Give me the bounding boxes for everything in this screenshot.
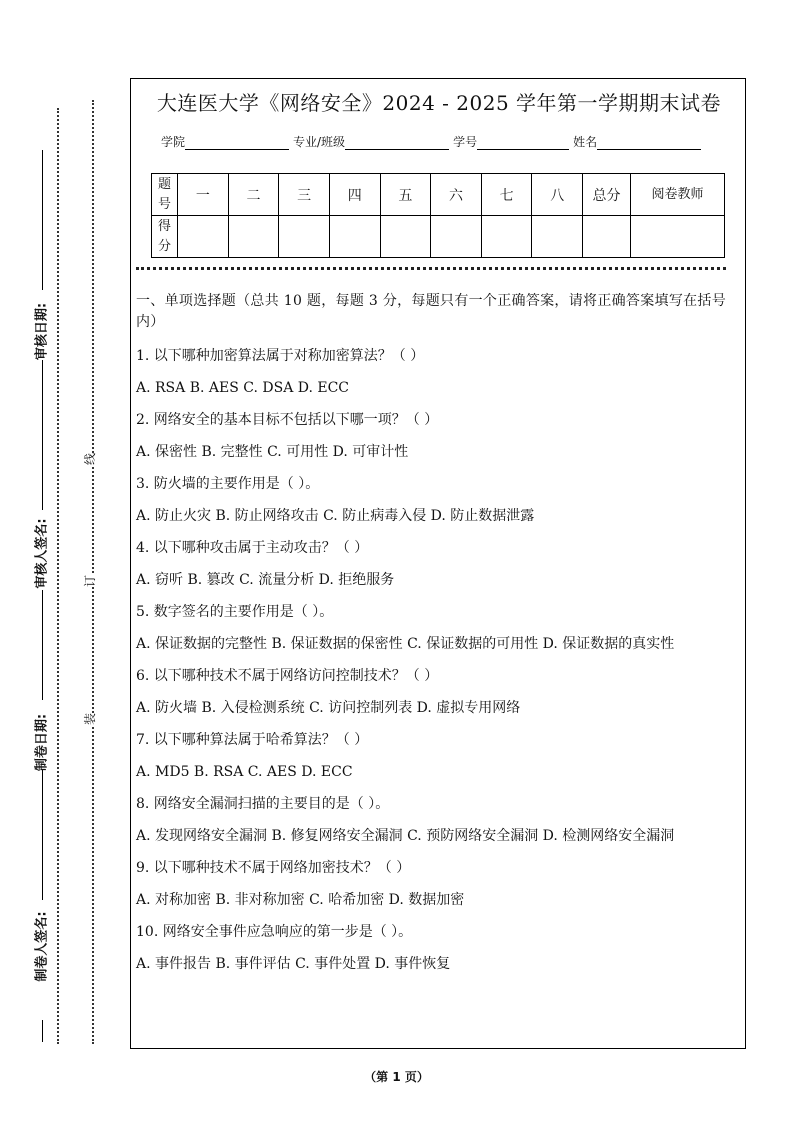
col-8: 八 [532,174,583,216]
cut-mark-line: 线 [83,452,98,466]
question-6: 6. 以下哪种技术不属于网络访问控制技术？（ ） [136,668,439,684]
paper-maker-signature-label: 制卷人签名: [34,911,50,982]
college-field[interactable] [185,136,289,150]
exam-frame [130,78,746,1049]
score-table [151,173,725,258]
paper-date-label: 制卷日期: [34,713,50,772]
binding-dotted-line-outer [57,108,59,1044]
paper-maker-signature-line-end [42,1020,43,1042]
question-section [136,291,742,986]
question-2: 2. 网络安全的基本目标不包括以下哪一项？（ ） [136,412,439,428]
score-cell-8[interactable] [532,216,583,258]
score-label: 得分 [152,216,178,258]
question-4-options: A. 窃听 B. 篡改 C. 流量分析 D. 拒绝服务 [136,572,395,588]
score-row [152,216,725,258]
question-number-row [152,174,725,216]
student-id-label: 学号 [453,135,478,149]
question-8: 8. 网络安全漏洞扫描的主要目的是（ ）。 [136,796,390,812]
cut-mark-staple: 订 [83,574,98,588]
question-9-options: A. 对称加密 B. 非对称加密 C. 哈希加密 D. 数据加密 [136,892,465,908]
question-3-options: A. 防止火灾 B. 防止网络攻击 C. 防止病毒入侵 D. 防止数据泄露 [136,508,535,524]
score-cell-7[interactable] [481,216,532,258]
question-number-label: 题号 [152,174,178,216]
cut-mark-bind: 装 [83,712,98,726]
paper-date-line [42,590,43,700]
col-3: 三 [279,174,330,216]
section-heading: 一、单项选择题（总共 10 题，每题 3 分，每题只有一个正确答案，请将正确答案填写在括号内） [136,293,727,330]
col-5: 五 [380,174,431,216]
review-date-label: 审核日期: [34,302,50,361]
dotted-separator [136,267,726,270]
score-cell-5[interactable] [380,216,431,258]
question-9: 9. 以下哪种技术不属于网络加密技术？（ ） [136,860,411,876]
col-2: 二 [228,174,279,216]
question-6-options: A. 防火墙 B. 入侵检测系统 C. 访问控制列表 D. 虚拟专用网络 [136,700,521,716]
major-class-field[interactable] [345,136,449,150]
question-list [136,346,742,975]
reviewer-signature-line [42,360,43,510]
score-cell-4[interactable] [329,216,380,258]
question-3: 3. 防火墙的主要作用是（ ）。 [136,476,320,492]
question-1-options: A. RSA B. AES C. DSA D. ECC [136,380,350,396]
score-cell-1[interactable] [178,216,229,258]
major-class-label: 专业/班级 [293,135,346,149]
col-4: 四 [329,174,380,216]
col-1: 一 [178,174,229,216]
question-4: 4. 以下哪种攻击属于主动攻击？（ ） [136,540,369,556]
question-10: 10. 网络安全事件应急响应的第一步是（ ）。 [136,924,413,940]
question-7-options: A. MD5 B. RSA C. AES D. ECC [136,764,353,780]
question-1: 1. 以下哪种加密算法属于对称加密算法？（ ） [136,348,425,364]
col-total: 总分 [583,174,631,216]
page-number: （第 1 页） [364,1070,429,1084]
paper-maker-signature-line [42,770,43,900]
name-field[interactable] [597,136,701,150]
binding-dotted-line-inner [92,100,94,1044]
question-10-options: A. 事件报告 B. 事件评估 C. 事件处置 D. 事件恢复 [136,956,451,972]
name-label: 姓名 [573,135,598,149]
score-cell-2[interactable] [228,216,279,258]
question-8-options: A. 发现网络安全漏洞 B. 修复网络安全漏洞 C. 预防网络安全漏洞 D. 检测网络安全漏洞 [136,828,675,844]
score-cell-teacher[interactable] [631,216,725,258]
reviewer-signature-label: 审核人签名: [34,518,50,589]
col-7: 七 [481,174,532,216]
review-date-line [42,150,43,290]
teacher-label: 阅卷教师 [631,174,725,216]
question-7: 7. 以下哪种算法属于哈希算法？（ ） [136,732,369,748]
col-6: 六 [431,174,482,216]
question-2-options: A. 保密性 B. 完整性 C. 可用性 D. 可审计性 [136,444,409,460]
student-info-row [161,133,721,150]
college-label: 学院 [161,135,186,149]
question-5-options: A. 保证数据的完整性 B. 保证数据的保密性 C. 保证数据的可用性 D. 保证数据的真实性 [136,636,675,652]
score-cell-6[interactable] [431,216,482,258]
score-cell-3[interactable] [279,216,330,258]
score-cell-total[interactable] [583,216,631,258]
question-5: 5. 数字签名的主要作用是（ ）。 [136,604,334,620]
student-id-field[interactable] [477,136,569,150]
exam-title: 大连医大学《网络安全》2024 - 2025 学年第一学期期末试卷 [156,91,722,115]
